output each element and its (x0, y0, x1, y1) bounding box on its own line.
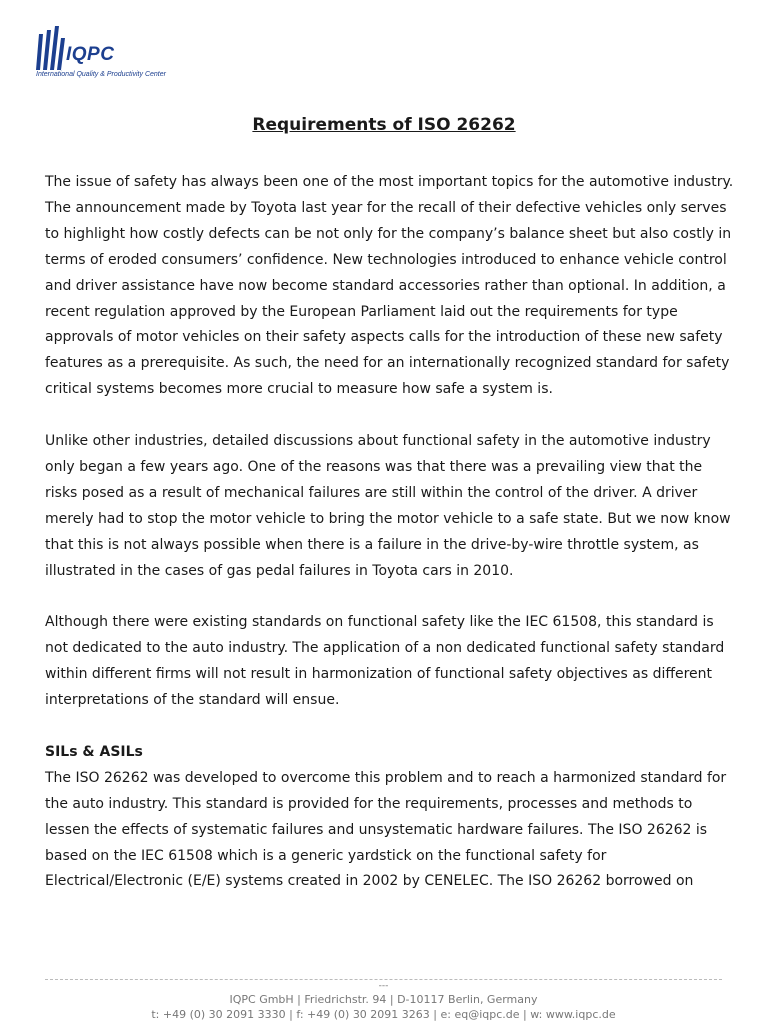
paragraph: Although there were existing standards on functional safety like the IEC 61508, this standard is not dedicated to the auto industry. The application of a non dedicated functional safety standard within different firms will not result in harmonization of functional safety objectives as different interpretations of the standard will ensue. (45, 614, 725, 709)
paragraph: Unlike other industries, detailed discussions about functional safety in the automotive industry only began a few years ago. One of the reasons was that there was a prevailing view that the risks posed as a result of mechanical failures are still within the control of the driver. A driver merely had to stop the motor vehicle to bring the motor vehicle to a safe state. But we now know that this is not always possible when there is a failure in the drive-by-wire throttle system, as illustrated in the cases of gas pedal failures in Toyota cars in 2010. (45, 433, 731, 579)
paragraph: The issue of safety has always been one of the most important topics for the automotive industry. The announcement made by Toyota last year for the recall of their defective vehicles only serves to highlight how costly defects can be not only for the company’s balance sheet but also costly in terms of eroded consumers’ confidence. New technologies introduced to enhance vehicle control and driver assistance have now become standard accessories rather than optional. In addition, a recent regulation approved by the European Parliament laid out the requirements for type approvals of motor vehicles on their safety aspects calls for the introduction of these new safety features as a prerequisite. As such, the need for an internationally recognized standard for safety critical systems becomes more crucial to measure how safe a system is. (45, 174, 734, 398)
document-title: Requirements of ISO 26262 (252, 115, 516, 135)
logo-wordmark: IQPC (66, 44, 115, 65)
logo-bars-icon (34, 26, 66, 70)
footer-separator: --- (378, 981, 389, 991)
document-body (45, 170, 735, 895)
company-logo (34, 26, 174, 88)
logo-tagline: International Quality & Productivity Center (36, 71, 166, 78)
paragraph: The ISO 26262 was developed to overcome this problem and to reach a harmonized standard for the auto industry. This standard is provided for the requirements, processes and methods to lessen the effects of systematic failures and unsystematic hardware failures. The ISO 26262 is based on the IEC 61508 which is a generic yardstick on the functional safety for Electrical/Electronic (E/E) systems created in 2002 by CENELEC. The ISO 26262 borrowed on (45, 769, 727, 890)
footer-address: IQPC GmbH | Friedrichstr. 94 | D-10117 Berlin, Germany (229, 993, 538, 1006)
footer-contact: t: +49 (0) 30 2091 3330 | f: +49 (0) 30 2091 3263 | e: eq@iqpc.de | w: www.iqpc.de (151, 1008, 616, 1021)
page-footer (45, 979, 722, 1022)
section-heading: SILs & ASILs (45, 743, 143, 760)
